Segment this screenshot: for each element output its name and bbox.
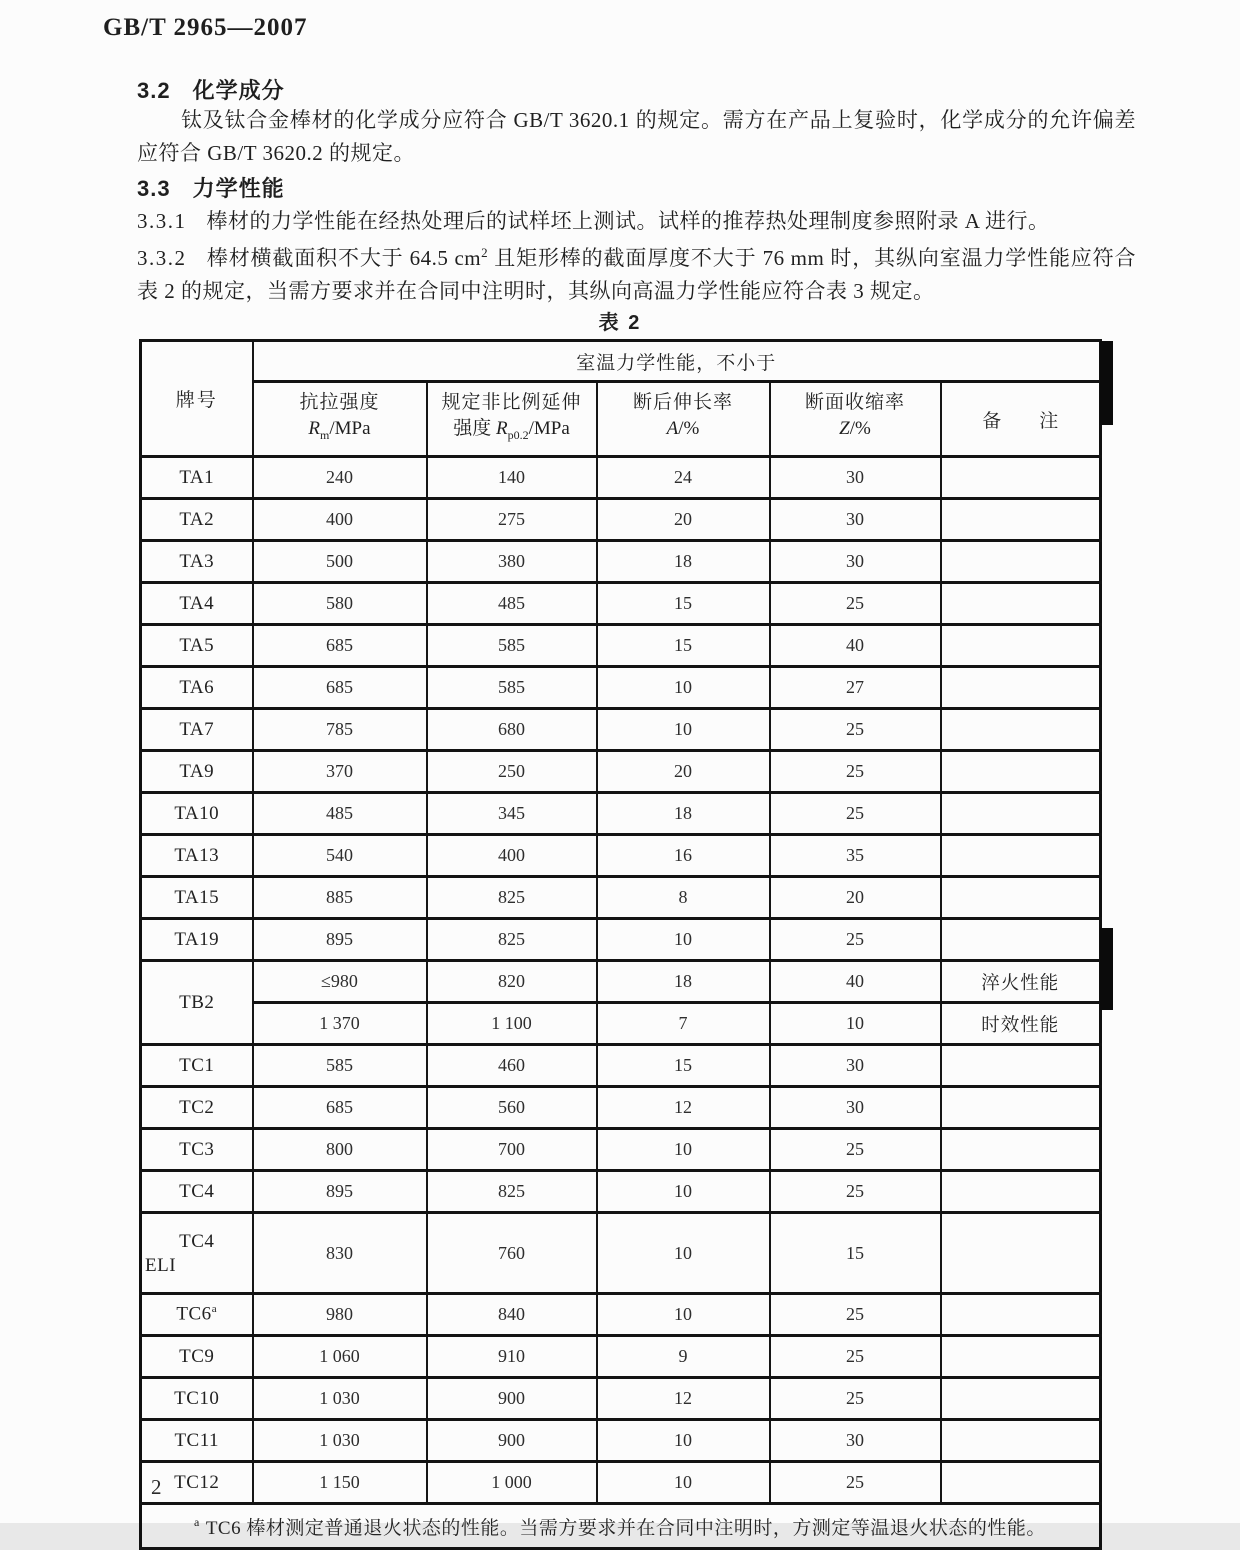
doc-code: GB/T 2965—2007 <box>103 14 308 41</box>
cell-value: 585 <box>427 667 597 709</box>
cell-value: 10 <box>597 1129 770 1171</box>
cell-value: 485 <box>427 583 597 625</box>
table-row <box>141 919 1101 961</box>
table-row <box>141 751 1101 793</box>
clause-text-post: 且矩形棒的截面厚度不大于 76 mm 时，其纵向室温力学性能应符合表 2 的规定，当需方要求并在合同中注明时，其纵向高温力学性能应符合表 3 规定。 <box>137 246 1137 303</box>
cell-grade: TA3 <box>141 541 253 583</box>
col-header-remark: 备 注 <box>941 382 1101 457</box>
cell-value: 275 <box>427 499 597 541</box>
cell-value: 10 <box>597 919 770 961</box>
cell-value: 700 <box>427 1129 597 1171</box>
cell-value: 40 <box>770 625 941 667</box>
col-header-line1: 规定非比例延伸 <box>441 392 582 414</box>
cell-remark <box>941 583 1101 625</box>
section-number: 3.2 <box>137 78 171 103</box>
table-body <box>141 457 1101 1504</box>
cell-remark <box>941 1045 1101 1087</box>
cell-grade: TC9 <box>141 1336 253 1378</box>
clause-text-pre: 棒材横截面积不大于 64.5 cm <box>206 246 482 270</box>
table-row <box>141 835 1101 877</box>
cell-value: 885 <box>253 877 427 919</box>
cell-value: 1 030 <box>253 1378 427 1420</box>
cell-remark <box>941 1129 1101 1171</box>
cell-value: 25 <box>770 709 941 751</box>
cell-value: 1 150 <box>253 1462 427 1504</box>
cell-value: ≤980 <box>253 961 427 1003</box>
line2-prefix: 强度 <box>453 418 496 440</box>
cell-grade: TA10 <box>141 793 253 835</box>
table-row <box>141 1129 1101 1171</box>
cell-value: 25 <box>770 919 941 961</box>
cell-value: 580 <box>253 583 427 625</box>
cell-remark <box>941 1378 1101 1420</box>
cell-value: 25 <box>770 1336 941 1378</box>
grade-line1: TC4 <box>179 1231 215 1252</box>
cell-value: 15 <box>770 1213 941 1294</box>
cell-value: 685 <box>253 667 427 709</box>
cell-grade: TA7 <box>141 709 253 751</box>
cell-value: 1 060 <box>253 1336 427 1378</box>
table-row <box>141 1045 1101 1087</box>
cell-value: 840 <box>427 1294 597 1336</box>
cell-value: 485 <box>253 793 427 835</box>
cell-grade: TC10 <box>141 1378 253 1420</box>
cell-grade: TC6$^a$ <box>141 1294 253 1336</box>
cell-value: 585 <box>427 625 597 667</box>
cell-value: 18 <box>597 793 770 835</box>
cell-value: 10 <box>597 1462 770 1504</box>
cell-value: 370 <box>253 751 427 793</box>
cell-value: 27 <box>770 667 941 709</box>
cell-value: 825 <box>427 877 597 919</box>
cell-remark <box>941 667 1101 709</box>
cell-value: 10 <box>770 1003 941 1045</box>
cell-value: 10 <box>597 709 770 751</box>
cell-grade: TC11 <box>141 1420 253 1462</box>
unit: /MPa <box>329 418 371 440</box>
cell-value: 460 <box>427 1045 597 1087</box>
table-row <box>141 1336 1101 1378</box>
cell-remark <box>941 877 1101 919</box>
cell-remark: 淬火性能 <box>941 961 1101 1003</box>
table-caption: 表 2 <box>598 312 642 334</box>
cell-value: 900 <box>427 1420 597 1462</box>
cell-value: 800 <box>253 1129 427 1171</box>
section-title: 力学性能 <box>192 176 285 201</box>
cell-value: 30 <box>770 1087 941 1129</box>
cell-value: 830 <box>253 1213 427 1294</box>
cell-value: 30 <box>770 1045 941 1087</box>
table-row <box>141 625 1101 667</box>
cell-value: 15 <box>597 625 770 667</box>
cell-value: 1 100 <box>427 1003 597 1045</box>
cell-value: 15 <box>597 583 770 625</box>
cell-value: 140 <box>427 457 597 499</box>
table-row <box>141 1213 1101 1294</box>
header-row-span <box>141 341 1101 382</box>
symbol-sub: m <box>320 427 330 442</box>
cell-grade: TA5 <box>141 625 253 667</box>
col-header-rm <box>253 382 427 457</box>
cell-value: 20 <box>597 751 770 793</box>
cell-value: 8 <box>597 877 770 919</box>
cell-value: 20 <box>770 877 941 919</box>
section-3-3-heading <box>137 172 285 203</box>
table-row <box>141 1294 1101 1336</box>
table-row <box>141 583 1101 625</box>
cell-value: 380 <box>427 541 597 583</box>
unit: /MPa <box>528 418 570 440</box>
superscript-2: 2 <box>481 245 489 260</box>
cell-remark <box>941 499 1101 541</box>
clause-text: 棒材的力学性能在经热处理后的试样坯上测试。试样的推荐热处理制度参照附录 A 进行。 <box>206 209 1050 233</box>
col-header-elongation <box>597 382 770 457</box>
cell-value: 400 <box>427 835 597 877</box>
clause-number: 3.3.1 <box>137 209 187 233</box>
grade-line2: ELI <box>145 1255 177 1276</box>
cell-remark <box>941 541 1101 583</box>
cell-grade: TC2 <box>141 1087 253 1129</box>
col-header-reduction <box>770 382 941 457</box>
cell-value: 15 <box>597 1045 770 1087</box>
cell-grade: TB2 <box>141 961 253 1045</box>
symbol: R <box>495 418 508 440</box>
cell-value: 540 <box>253 835 427 877</box>
cell-value: 35 <box>770 835 941 877</box>
cell-remark <box>941 1462 1101 1504</box>
cell-value: 980 <box>253 1294 427 1336</box>
cell-remark <box>941 835 1101 877</box>
paragraph-3-2: 钛及钛合金棒材的化学成分应符合 GB/T 3620.1 的规定。需方在产品上复验时，化学成分的允许偏差应符合 GB/T 3620.2 的规定。 <box>137 108 1136 165</box>
cell-value: 1 030 <box>253 1420 427 1462</box>
table-2 <box>139 339 1102 1550</box>
table-row <box>141 877 1101 919</box>
cell-value: 25 <box>770 583 941 625</box>
cell-value: 30 <box>770 541 941 583</box>
cell-remark <box>941 751 1101 793</box>
cell-remark <box>941 709 1101 751</box>
clause-number: 3.3.2 <box>137 246 187 270</box>
table-row <box>141 1003 1101 1045</box>
symbol: R <box>308 418 321 440</box>
cell-remark <box>941 1294 1101 1336</box>
cell-value: 500 <box>253 541 427 583</box>
footnote-text: TC6 棒材测定普通退火状态的性能。当需方要求并在合同中注明时，方测定等温退火状态的性能。 <box>205 1517 1046 1539</box>
cell-remark: 时效性能 <box>941 1003 1101 1045</box>
cell-value: 825 <box>427 919 597 961</box>
symbol: A <box>666 418 679 440</box>
cell-remark <box>941 625 1101 667</box>
cell-grade: TA4 <box>141 583 253 625</box>
footnote-row <box>141 1504 1101 1549</box>
col-header-line1: 抗拉强度 <box>299 392 380 414</box>
table-row <box>141 1462 1101 1504</box>
cell-value: 585 <box>253 1045 427 1087</box>
cell-value: 895 <box>253 919 427 961</box>
cell-remark <box>941 793 1101 835</box>
cell-value: 10 <box>597 1213 770 1294</box>
symbol: Z <box>839 418 850 440</box>
cell-value: 785 <box>253 709 427 751</box>
footnote-sup: a <box>194 1515 200 1530</box>
cell-value: 1 000 <box>427 1462 597 1504</box>
col-header-line2 <box>771 416 940 448</box>
clause-3-3-1 <box>137 205 1136 238</box>
cell-value: 30 <box>770 457 941 499</box>
col-header-line2 <box>598 416 769 448</box>
cell-grade: TA15 <box>141 877 253 919</box>
cell-value: 16 <box>597 835 770 877</box>
cell-value: 910 <box>427 1336 597 1378</box>
symbol-sub: p0.2 <box>507 427 529 442</box>
cell-value: 12 <box>597 1087 770 1129</box>
page-number: 2 <box>151 1475 162 1499</box>
cell-value: 24 <box>597 457 770 499</box>
cell-remark <box>941 1420 1101 1462</box>
section-number: 3.3 <box>137 176 171 201</box>
cell-remark <box>941 1336 1101 1378</box>
cell-remark <box>941 457 1101 499</box>
cell-value: 685 <box>253 625 427 667</box>
cell-value: 30 <box>770 499 941 541</box>
header-row-cols <box>141 382 1101 457</box>
cell-value: 10 <box>597 1171 770 1213</box>
col-header-line1: 断后伸长率 <box>632 392 733 414</box>
cell-value: 560 <box>427 1087 597 1129</box>
section-3-2-heading <box>137 74 285 105</box>
cell-remark <box>941 919 1101 961</box>
cell-grade <box>141 1213 253 1294</box>
cell-value: 25 <box>770 1378 941 1420</box>
cell-value: 895 <box>253 1171 427 1213</box>
table-row <box>141 499 1101 541</box>
col-header-rp02 <box>427 382 597 457</box>
cell-value: 18 <box>597 961 770 1003</box>
cell-value: 900 <box>427 1378 597 1420</box>
table-row <box>141 667 1101 709</box>
cell-grade: TA1 <box>141 457 253 499</box>
cell-value: 40 <box>770 961 941 1003</box>
grade-sup: a <box>211 1303 218 1316</box>
table-row <box>141 1378 1101 1420</box>
cell-grade: TC12 <box>141 1462 253 1504</box>
col-header-room-temp: 室温力学性能，不小于 <box>253 341 1101 382</box>
cell-value: 18 <box>597 541 770 583</box>
col-header-line2 <box>428 416 596 448</box>
cell-value: 760 <box>427 1213 597 1294</box>
unit: /% <box>678 418 700 440</box>
col-header-line1: 断面收缩率 <box>804 392 905 414</box>
table-row <box>141 793 1101 835</box>
col-header-grade: 牌号 <box>141 341 253 457</box>
cell-value: 12 <box>597 1378 770 1420</box>
cell-value: 240 <box>253 457 427 499</box>
table-row <box>141 961 1101 1003</box>
table-row <box>141 1171 1101 1213</box>
cell-value: 25 <box>770 1294 941 1336</box>
cell-value: 10 <box>597 667 770 709</box>
cell-remark <box>941 1171 1101 1213</box>
cell-value: 25 <box>770 793 941 835</box>
cell-value: 680 <box>427 709 597 751</box>
table-row <box>141 541 1101 583</box>
cell-remark <box>941 1213 1101 1294</box>
cell-value: 1 370 <box>253 1003 427 1045</box>
table-row <box>141 1420 1101 1462</box>
cell-grade: TC4 <box>141 1171 253 1213</box>
cell-value: 25 <box>770 1171 941 1213</box>
table-2-wrap <box>139 339 1101 1550</box>
cell-grade: TA19 <box>141 919 253 961</box>
cell-grade: TA6 <box>141 667 253 709</box>
cell-value: 10 <box>597 1420 770 1462</box>
table-row <box>141 457 1101 499</box>
table-row <box>141 709 1101 751</box>
cell-value: 25 <box>770 1129 941 1171</box>
cell-value: 9 <box>597 1336 770 1378</box>
scan-artifact-bar <box>1100 341 1113 425</box>
cell-value: 10 <box>597 1294 770 1336</box>
cell-value: 400 <box>253 499 427 541</box>
cell-grade: TA2 <box>141 499 253 541</box>
footnote-cell <box>141 1504 1101 1549</box>
cell-grade: TC3 <box>141 1129 253 1171</box>
cell-grade: TC1 <box>141 1045 253 1087</box>
cell-remark <box>941 1087 1101 1129</box>
col-header-line2 <box>254 416 426 448</box>
cell-value: 825 <box>427 1171 597 1213</box>
cell-value: 20 <box>597 499 770 541</box>
cell-value: 30 <box>770 1420 941 1462</box>
cell-value: 345 <box>427 793 597 835</box>
unit: /% <box>849 418 871 440</box>
cell-value: 7 <box>597 1003 770 1045</box>
table-row <box>141 1087 1101 1129</box>
clause-3-3-2 <box>137 242 1136 308</box>
cell-grade: TA13 <box>141 835 253 877</box>
cell-value: 685 <box>253 1087 427 1129</box>
cell-value: 25 <box>770 1462 941 1504</box>
cell-value: 250 <box>427 751 597 793</box>
cell-grade: TA9 <box>141 751 253 793</box>
cell-value: 25 <box>770 751 941 793</box>
scan-artifact-bar <box>1100 928 1113 1010</box>
cell-value: 820 <box>427 961 597 1003</box>
section-title: 化学成分 <box>192 78 285 103</box>
